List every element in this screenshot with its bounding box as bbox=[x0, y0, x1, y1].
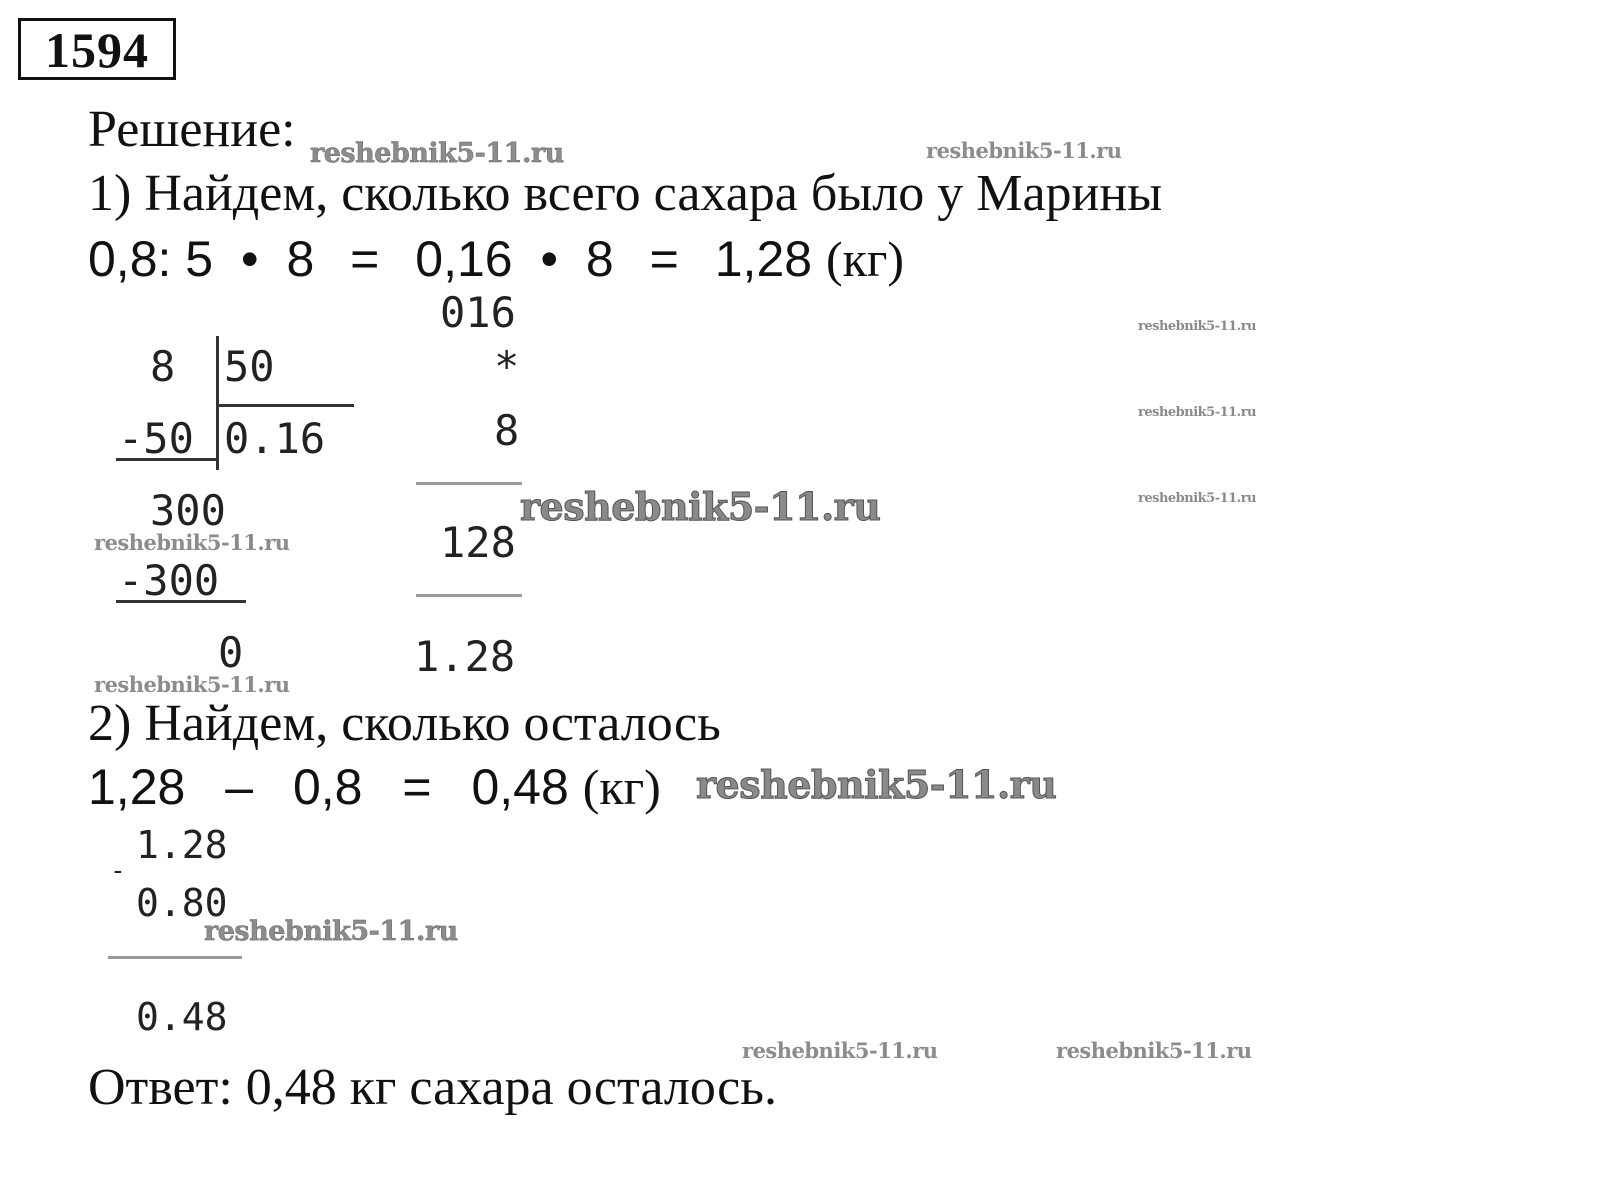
expr2-a: 1,28 bbox=[88, 759, 186, 815]
expr1-part3: 0,16 bbox=[415, 231, 513, 287]
expr2-unit: (кг) bbox=[582, 759, 661, 815]
watermark: reshebnik5-11.ru bbox=[310, 138, 564, 169]
expr1-part2: 8 bbox=[286, 231, 315, 287]
watermark: reshebnik5-11.ru bbox=[1138, 319, 1257, 334]
expr2-result: 0,48 bbox=[471, 759, 569, 815]
division-quotient: 0.16 bbox=[224, 414, 326, 463]
sub-minuend: 1.28 bbox=[136, 823, 228, 867]
expr2-eq: = bbox=[402, 759, 432, 815]
expr1-part4: 8 bbox=[585, 231, 614, 287]
division-sub1: -50 bbox=[118, 414, 194, 463]
division-divisor: 50 bbox=[224, 342, 275, 391]
watermark: reshebnik5-11.ru bbox=[204, 916, 458, 947]
mult-partial: 128 bbox=[440, 518, 516, 567]
step2-heading: 2) Найдем, сколько осталось bbox=[88, 695, 721, 752]
watermark: reshebnik5-11.ru bbox=[696, 762, 1057, 807]
expr1-result: 1,28 bbox=[714, 231, 813, 287]
expr1-op1: • bbox=[241, 231, 259, 287]
mult-top: 016 bbox=[440, 288, 516, 337]
answer-text: Ответ: 0,48 кг сахара осталось. bbox=[88, 1059, 777, 1116]
division-rule1 bbox=[116, 458, 216, 461]
expr1-eq1: = bbox=[350, 231, 380, 287]
division-sub2: -300 bbox=[118, 556, 220, 605]
watermark: reshebnik5-11.ru bbox=[94, 530, 290, 555]
expr2-minus: – bbox=[225, 759, 254, 815]
expr1-eq2: = bbox=[649, 231, 679, 287]
step1-expression bbox=[88, 231, 905, 287]
expr1-part1: 0,8: 5 bbox=[88, 231, 214, 287]
watermark: reshebnik5-11.ru bbox=[1056, 1038, 1252, 1063]
division-rule2 bbox=[116, 600, 246, 603]
problem-number: 1594 bbox=[18, 18, 176, 80]
division-rem1: 300 bbox=[150, 486, 226, 535]
sub-operator: - bbox=[110, 856, 126, 886]
expr1-unit: (кг) bbox=[825, 231, 905, 287]
expr2-b: 0,8 bbox=[292, 759, 363, 815]
division-dividend: 8 bbox=[150, 342, 176, 391]
sub-rule bbox=[108, 956, 242, 959]
watermark: reshebnik5-11.ru bbox=[520, 484, 881, 529]
division-rem2: 0 bbox=[218, 628, 244, 677]
watermark: reshebnik5-11.ru bbox=[94, 672, 290, 697]
sub-subtrahend: 0.80 bbox=[136, 881, 228, 925]
mult-rule2 bbox=[416, 594, 522, 597]
watermark: reshebnik5-11.ru bbox=[926, 138, 1122, 163]
step2-expression bbox=[88, 759, 661, 815]
division-bracket-horizontal bbox=[218, 404, 354, 407]
expr1-op2: • bbox=[540, 231, 559, 287]
solution-label: Решение: bbox=[88, 101, 296, 158]
mult-factor: 8 bbox=[494, 406, 520, 455]
division-bracket-vertical bbox=[216, 336, 219, 470]
mult-operator: * bbox=[494, 342, 520, 391]
mult-rule1 bbox=[416, 482, 522, 485]
sub-result: 0.48 bbox=[136, 995, 228, 1039]
watermark: reshebnik5-11.ru bbox=[1138, 405, 1257, 420]
watermark: reshebnik5-11.ru bbox=[742, 1038, 938, 1063]
mult-result: 1.28 bbox=[414, 632, 516, 681]
step1-heading: 1) Найдем, сколько всего сахара было у Марины bbox=[88, 165, 1163, 222]
watermark: reshebnik5-11.ru bbox=[1138, 491, 1257, 506]
